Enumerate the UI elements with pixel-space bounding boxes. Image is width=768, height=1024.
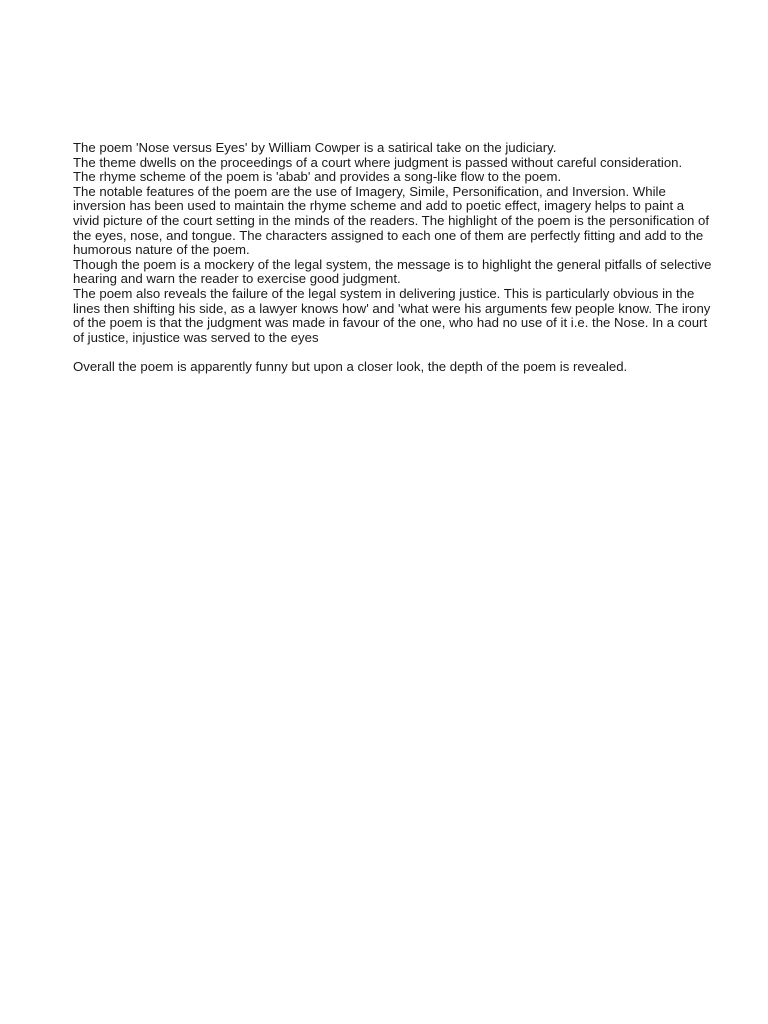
paragraph-conclusion: Overall the poem is apparently funny but upon a closer look, the depth of the poem is revealed. [73,358,628,374]
paragraph-rhyme-scheme: The rhyme scheme of the poem is 'abab' and provides a song-like flow to the poem. [73,169,562,185]
paragraph-failure: The poem also reveals the failure of the legal system in delivering justice. This is particularly obvious in the lines then shifting his side, as a lawyer knows how' and 'what were his arguments few people know. The irony of the poem is that the judgment was made in favour of the one, who had no use of it i.e. the Nose. In a court of justice, injustice was served to the eyes [73,285,711,345]
paragraph-features: The notable features of the poem are the use of Imagery, Simile, Personification, and Inversion. While inversion has been used to maintain the rhyme scheme and add to poetic effect, imagery helps to paint a vivid picture of the court setting in the minds of the readers. The highlight of the poem is the personification of the eyes, nose, and tongue. The characters assigned to each one of them are perfectly fitting and add to the humorous nature of the poem. [73,183,710,258]
paragraph-gap [73,345,713,360]
document-body [73,141,713,375]
paragraph-theme: The theme dwells on the proceedings of a court where judgment is passed without careful consideration. [73,154,683,170]
paragraph-intro: The poem 'Nose versus Eyes' by William Cowper is a satirical take on the judiciary. [73,140,557,155]
paragraph-message: Though the poem is a mockery of the legal system, the message is to highlight the general pitfalls of selective hearing and warn the reader to exercise good judgment. [73,256,712,287]
